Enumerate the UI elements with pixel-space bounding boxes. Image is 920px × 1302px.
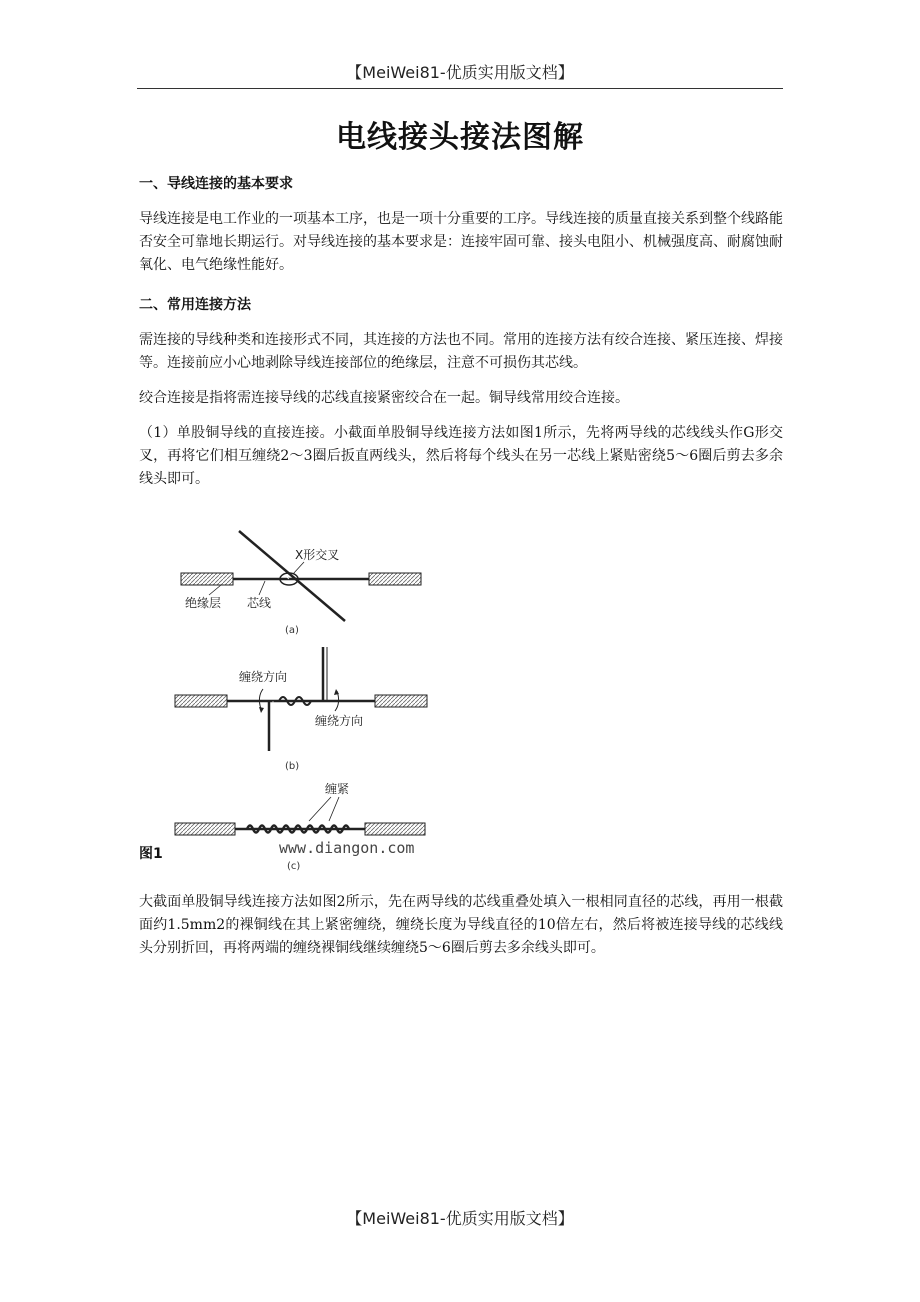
- figure-1: [139, 519, 783, 871]
- document-title: 电线接头接法图解: [336, 120, 584, 155]
- label-tight: 缠紧: [325, 782, 350, 796]
- section-heading-methods: 二、常用连接方法: [139, 297, 251, 313]
- page-footer: 【MeiWei81-优质实用版文档】: [346, 1209, 574, 1228]
- diagram-b: [175, 647, 427, 772]
- label-sub-b: (b): [285, 761, 300, 772]
- label-wind-dir-2: 缠绕方向: [315, 714, 364, 728]
- diagram-c: [175, 781, 425, 871]
- label-sub-a: (a): [285, 625, 299, 636]
- insulation-right-b: [375, 695, 427, 707]
- label-wind-dir-1: 缠绕方向: [239, 670, 288, 684]
- diagram-a: [181, 531, 421, 636]
- paragraph-twist-connection: 绞合连接是指将需连接导线的芯线直接紧密绞合在一起。铜导线常用绞合连接。: [139, 390, 629, 406]
- label-x-cross: X形交叉: [295, 548, 340, 562]
- label-insulation: 绝缘层: [185, 596, 222, 610]
- watermark: www.diangon.com: [279, 839, 415, 857]
- insulation-left-a: [181, 573, 233, 585]
- header-rule: [137, 88, 783, 89]
- paragraph-requirements: 导线连接是电工作业的一项基本工序，也是一项十分重要的工序。导线连接的质量直接关系到整个线路能否安全可靠地长期运行。对导线连接的基本要求是：连接牢固可靠、接头电阻小、机械强度高、耐腐蚀耐氧化、电气绝缘性能好。: [139, 211, 783, 273]
- insulation-left-b: [175, 695, 227, 707]
- insulation-left-c: [175, 823, 235, 835]
- insulation-right-c: [365, 823, 425, 835]
- insulation-right-a: [369, 573, 421, 585]
- paragraph-methods-intro: 需连接的导线种类和连接形式不同，其连接的方法也不同。常用的连接方法有绞合连接、紧压连接、焊接等。连接前应小心地剥除导线连接部位的绝缘层，注意不可损伤其芯线。: [139, 332, 783, 371]
- figure-caption: 图1: [139, 846, 163, 862]
- page-header: 【MeiWei81-优质实用版文档】: [346, 63, 574, 82]
- label-core: 芯线: [247, 596, 272, 610]
- label-sub-c: (c): [287, 861, 301, 871]
- document-body: [139, 174, 783, 972]
- paragraph-single-strand: （1）单股铜导线的直接连接。小截面单股铜导线连接方法如图1所示，先将两导线的芯线线头作G形交叉，再将它们相互缠绕2～3圈后扳直两线头，然后将每个线头在另一芯线上紧贴密绕5～6圈后剪去多余线头即可。: [139, 425, 783, 487]
- paragraph-large-section: 大截面单股铜导线连接方法如图2所示，先在两导线的芯线重叠处填入一根相同直径的芯线，再用一根截面约1.5mm2的裸铜线在其上紧密缠绕，缠绕长度为导线直径的10倍左右，然后将被连接导线的芯线线头分别折回，再将两端的缠绕裸铜线继续缠绕5～6圈后剪去多余线头即可。: [139, 894, 783, 956]
- section-heading-requirements: 一、导线连接的基本要求: [139, 176, 293, 192]
- wire-joint-diagram: [139, 519, 783, 871]
